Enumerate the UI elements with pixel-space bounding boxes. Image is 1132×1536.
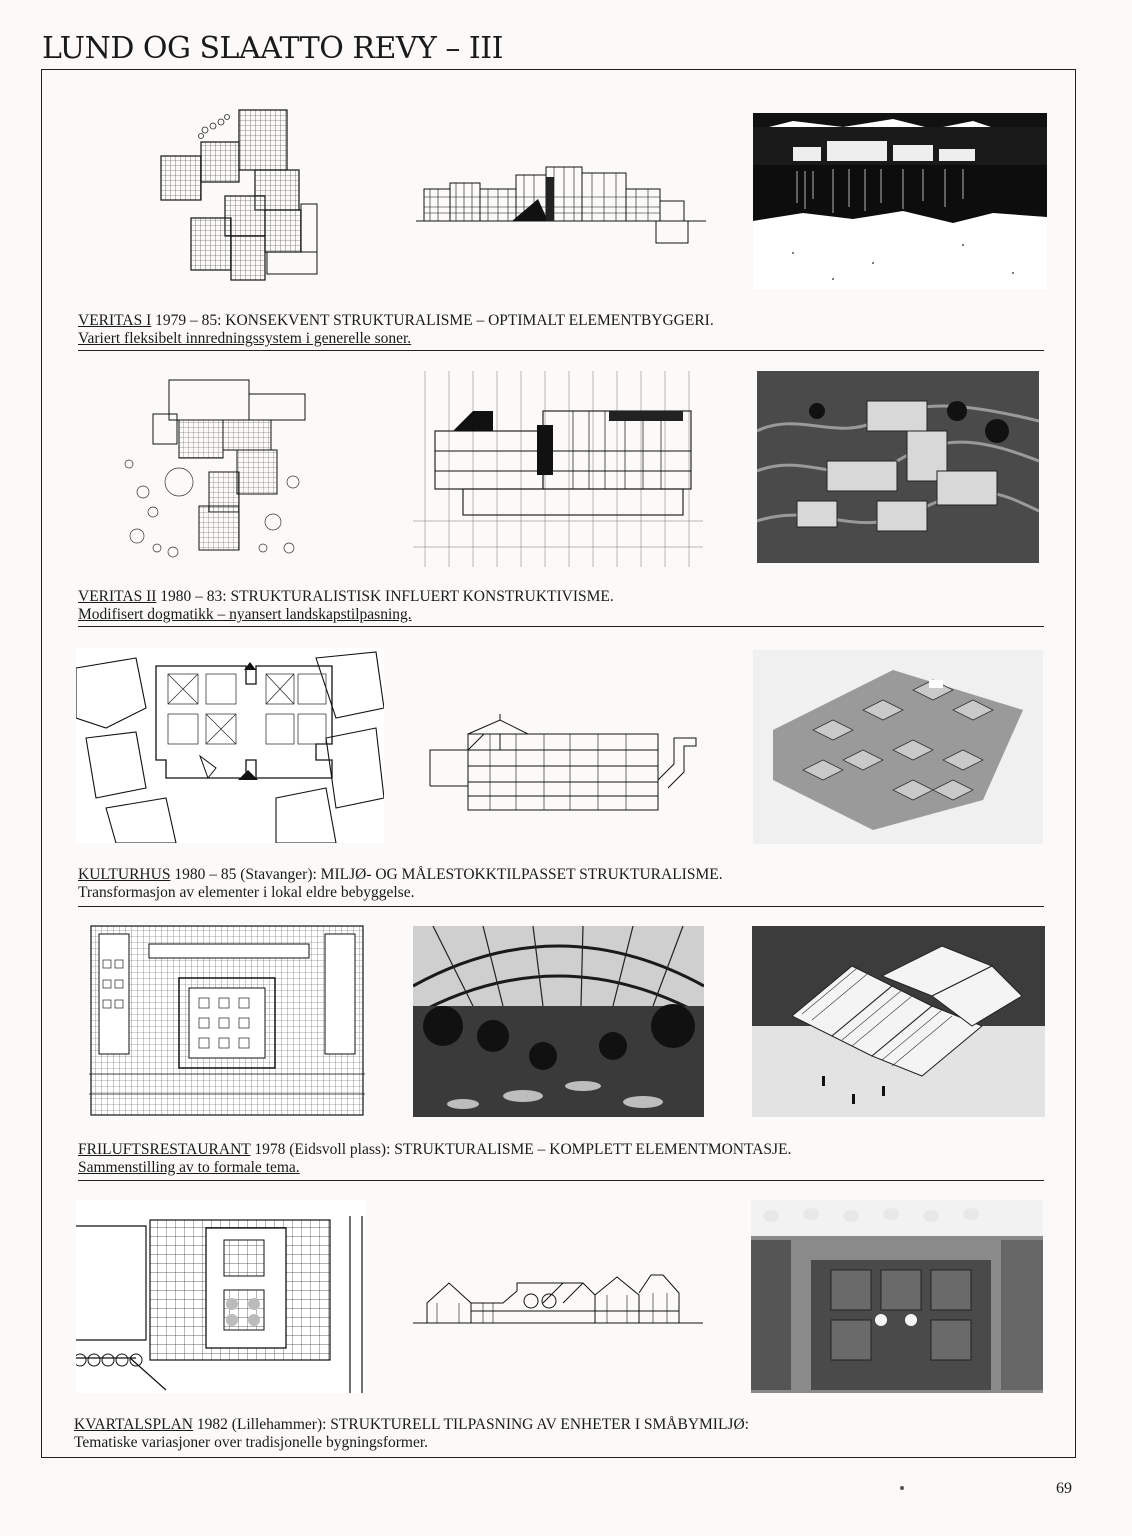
caption-heading: 1978 (Eidsvoll plass): STRUKTURALISME – KOMPLETT ELEMENTMONTASJE. <box>250 1141 792 1158</box>
caption-title: VERITAS I <box>78 312 152 329</box>
caption-kulturhus <box>78 866 1044 902</box>
caption-heading: 1980 – 83: STRUKTURALISTISK INFLUERT KONSTRUKTIVISME. <box>156 588 614 605</box>
kulturhus-section <box>428 710 698 818</box>
caption-veritas-1 <box>78 312 1044 348</box>
caption-veritas-2 <box>78 588 1044 624</box>
page-title: LUND OG SLAATTO REVY – III <box>42 31 503 66</box>
friluftsrestaurant-aerial-photo <box>752 926 1045 1117</box>
caption-title: KULTURHUS <box>78 866 171 883</box>
section-divider <box>78 350 1044 351</box>
caption-title: FRILUFTSRESTAURANT <box>78 1141 251 1158</box>
caption-friluftsrestaurant <box>78 1141 1044 1177</box>
caption-heading: 1979 – 85: KONSEKVENT STRUKTURALISME – OPTIMALT ELEMENTBYGGERI. <box>151 312 714 329</box>
veritas-2-model-photo <box>757 371 1039 563</box>
caption-subtitle: Sammenstilling av to formale tema. <box>78 1159 300 1176</box>
section-divider <box>78 626 1044 627</box>
kulturhus-site-plan <box>76 648 384 843</box>
page-number: 69 <box>1056 1480 1072 1497</box>
print-speck <box>900 1486 904 1490</box>
caption-heading: 1982 (Lillehammer): STRUKTURELL TILPASNING AV ENHETER I SMÅBYMILJØ: <box>192 1416 749 1433</box>
kulturhus-model-photo <box>753 650 1043 844</box>
caption-title: VERITAS II <box>78 588 157 605</box>
caption-subtitle: Tematiske variasjoner over tradisjonelle bygningsformer. <box>74 1434 429 1451</box>
veritas-1-site-plan <box>155 100 330 286</box>
kvartalsplan-elevation <box>413 1263 705 1335</box>
caption-kvartalsplan <box>74 1416 1040 1452</box>
caption-subtitle: Modifisert dogmatikk – nyansert landskapstilpasning. <box>78 606 412 623</box>
veritas-1-section <box>416 163 713 261</box>
caption-subtitle: Variert fleksibelt innredningssystem i generelle soner. <box>78 330 412 347</box>
section-divider <box>78 906 1044 907</box>
friluftsrestaurant-interior-photo <box>413 926 704 1117</box>
caption-title: KVARTALSPLAN <box>74 1416 193 1433</box>
kvartalsplan-model-photo <box>751 1200 1043 1393</box>
veritas-1-photo <box>753 113 1047 289</box>
section-divider <box>78 1180 1044 1181</box>
kvartalsplan-site-plan <box>76 1200 366 1393</box>
veritas-2-section <box>413 371 703 567</box>
friluftsrestaurant-plan <box>89 924 365 1117</box>
caption-subtitle: Transformasjon av elementer i lokal eldre bebyggelse. <box>78 884 415 901</box>
veritas-2-site-plan <box>113 372 323 568</box>
caption-heading: 1980 – 85 (Stavanger): MILJØ- OG MÅLESTOKKTILPASSET STRUKTURALISME. <box>170 866 723 883</box>
